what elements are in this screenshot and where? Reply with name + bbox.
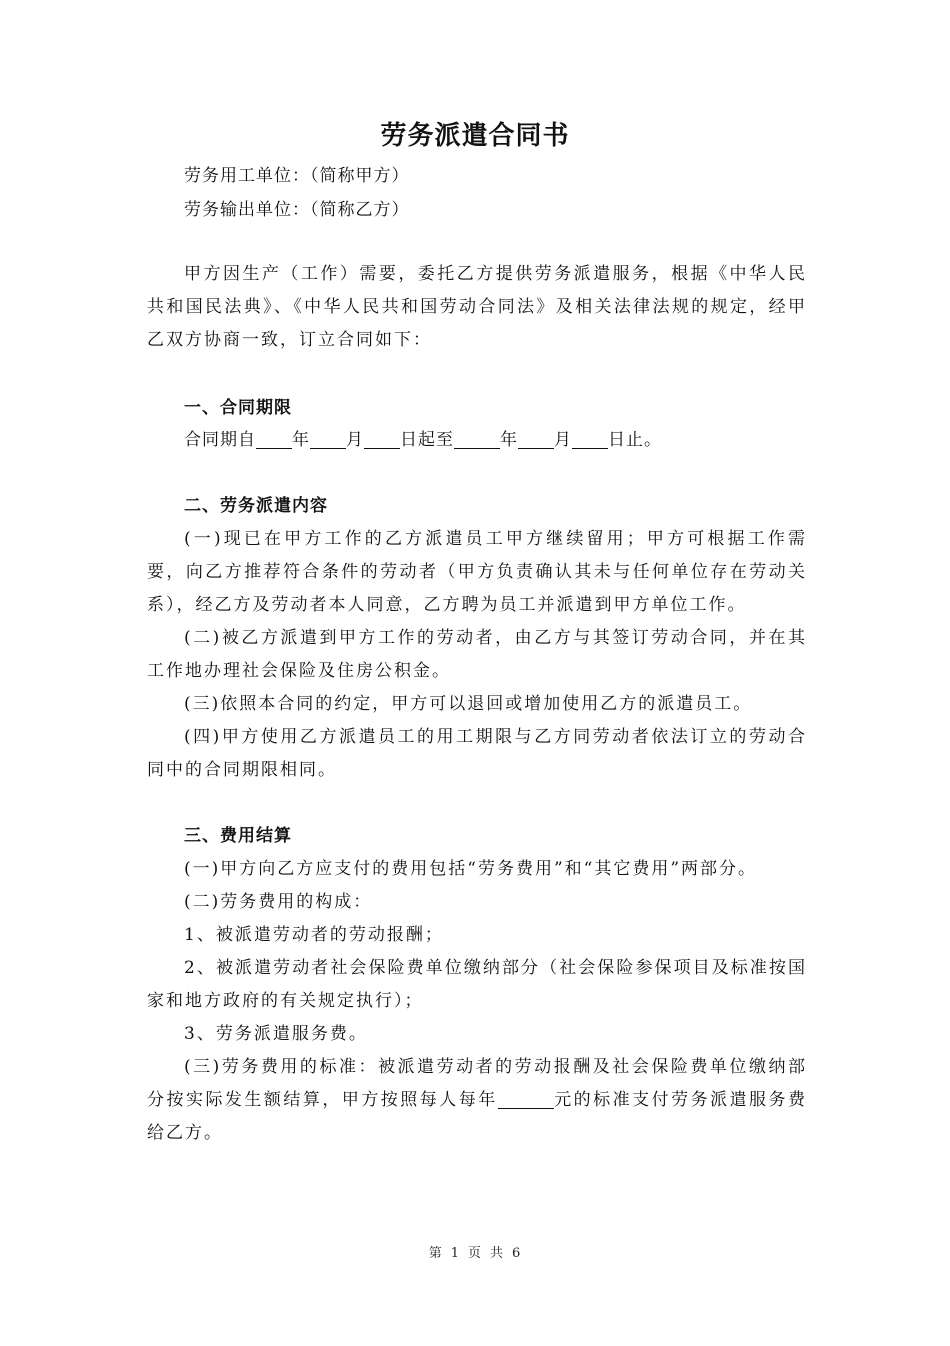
page-number: 1 <box>450 1246 460 1261</box>
end-month-blank[interactable] <box>518 430 554 449</box>
section2-paragraph-2: (二)被乙方派遣到甲方工作的劳动者，由乙方与其签订劳动合同，并在其工作地办理社会保险及住房公积金。 <box>147 628 807 681</box>
annual-fee-blank[interactable] <box>498 1090 554 1109</box>
section3-heading: 三、费用结算 <box>184 826 292 846</box>
section2-paragraph-4: (四)甲方使用乙方派遣员工的用工期限与乙方同劳动者依法订立的劳动合同中的合同期限相同。 <box>147 727 807 780</box>
party-a-line: 劳务用工单位：（简称甲方） <box>184 166 410 186</box>
year-label: 年 <box>500 430 518 450</box>
page-unit: 页 <box>467 1246 482 1261</box>
month-label: 月 <box>554 430 572 450</box>
end-day-blank[interactable] <box>572 430 608 449</box>
page-footer <box>0 1242 950 1261</box>
fee-item-3: 3、劳务派遣服务费。 <box>184 1024 368 1044</box>
day-from-label: 日起至 <box>400 430 454 450</box>
day-end-label: 日止。 <box>608 430 662 450</box>
section3-paragraph-3 <box>147 1051 807 1150</box>
start-month-blank[interactable] <box>310 430 346 449</box>
total-pages: 6 <box>512 1246 522 1261</box>
fee-item-1: 1、被派遣劳动者的劳动报酬； <box>184 925 444 945</box>
section3-paragraph-1: (一)甲方向乙方应支付的费用包括“劳务费用”和“其它费用”两部分。 <box>184 859 758 879</box>
party-b-line: 劳务输出单位：（简称乙方） <box>184 200 410 220</box>
contract-period-line <box>184 428 662 452</box>
year-label: 年 <box>292 430 310 450</box>
period-start-text: 合同期自 <box>184 430 256 450</box>
section1-heading: 一、合同期限 <box>184 398 292 418</box>
section2-heading: 二、劳务派遣内容 <box>184 496 328 516</box>
start-year-blank[interactable] <box>256 430 292 449</box>
fee-item-2: 2、被派遣劳动者社会保险费单位缴纳部分（社会保险参保项目及标准按国家和地方政府的有关规定执行）； <box>147 958 807 1011</box>
document-title: 劳务派遣合同书 <box>380 121 570 151</box>
fee-standard-text: (三)劳务费用的标准：被派遣劳动者的劳动报酬及社会保险费单位缴纳部分按实际发生额结算，甲方按照每人每年 <box>147 1057 807 1110</box>
section2-paragraph-3: (三)依照本合同的约定，甲方可以退回或增加使用乙方的派遣员工。 <box>184 694 753 714</box>
page-label: 第 <box>428 1246 443 1261</box>
section3-paragraph-2: (二)劳务费用的构成： <box>184 892 373 912</box>
preamble-paragraph: 甲方因生产（工作）需要，委托乙方提供劳务派遣服务，根据《中华人民共和国民法典》、《中华人民共和国劳动合同法》及相关法律法规的规定，经甲乙双方协商一致，订立合同如下： <box>147 264 807 350</box>
fee-standard-end: 元的标准支付劳务派遣服务费给乙方。 <box>147 1090 808 1143</box>
start-day-blank[interactable] <box>364 430 400 449</box>
total-label: 共 <box>490 1246 505 1261</box>
month-label: 月 <box>346 430 364 450</box>
end-year-blank[interactable] <box>454 430 500 449</box>
section2-paragraph-1: (一)现已在甲方工作的乙方派遣员工甲方继续留用；甲方可根据工作需要，向乙方推荐符合条件的劳动者（甲方负责确认其未与任何单位存在劳动关系），经乙方及劳动者本人同意，乙方聘为员工并派遣到甲方单位工作。 <box>147 529 807 615</box>
